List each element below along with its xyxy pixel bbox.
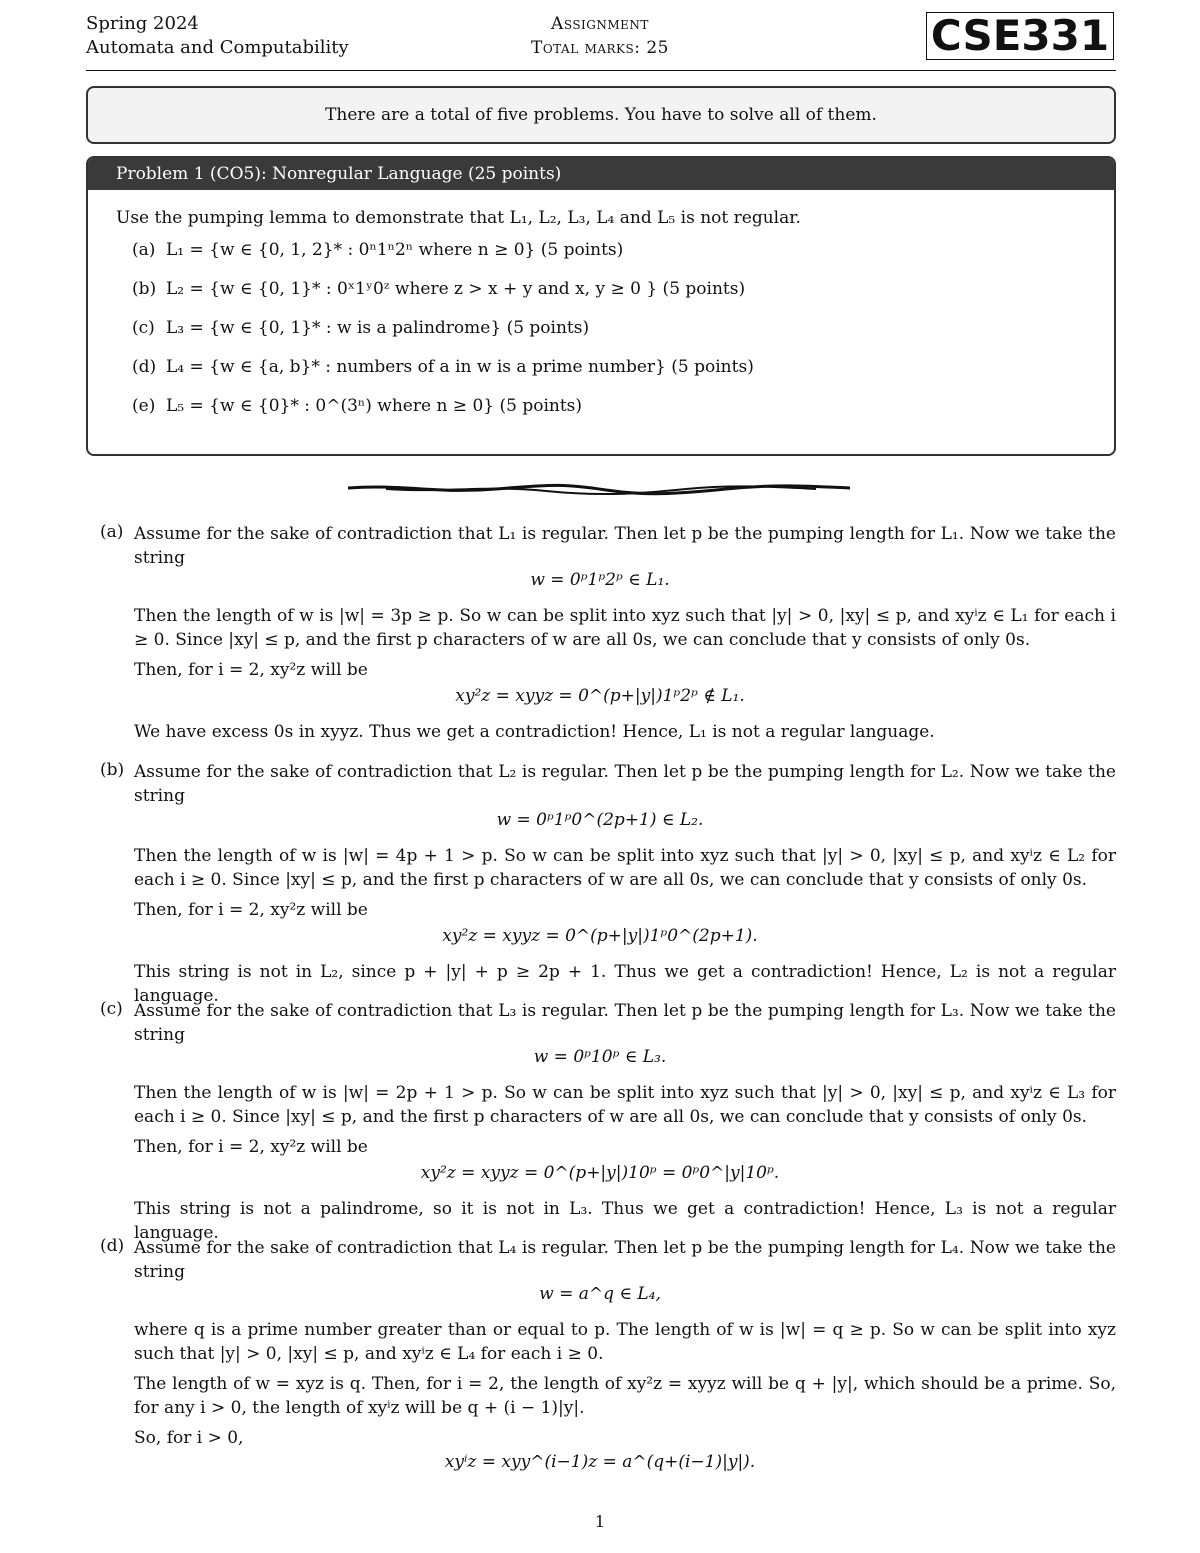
solution-text: So, for i > 0, [134,1428,244,1448]
problem-box [86,156,1116,456]
equation: w = a^q ∈ L₄, [539,1284,661,1304]
solution-text: where q is a prime number greater than or equal to p. The length of w is |w| = q ≥ p. So w can be split into xyz such that |y| > 0, |xy| ≤ p, and xyⁱz ∈ L₄ for each i ≥ 0. [134,1320,1116,1364]
solution-text: Then the length of w is |w| = 2p + 1 > p. So w can be split into xyz such that |y| > 0, |xy| ≤ p, and xyⁱz ∈ L₃ for each i ≥ 0. Since |xy| ≤ p, and the first p characters of w are all 0s, we can conclude that y consists of only 0s. [134,1083,1116,1127]
equation: xy²z = xyyz = 0^(p+|y|)10ᵖ = 0ᵖ0^|y|10ᵖ. [420,1163,780,1183]
equation: xy²z = xyyz = 0^(p+|y|)1ᵖ2ᵖ ∉ L₁. [455,686,745,706]
wavy-separator [346,480,852,500]
part-text: L₂ = {w ∈ {0, 1}* : 0ˣ1ʸ0ᶻ where z > x + y and x, y ≥ 0 } (5 points) [166,279,746,299]
solution-label: (d) [100,1236,125,1256]
solution-text: Then, for i = 2, xy²z will be [134,1137,368,1157]
solution-text: Assume for the sake of contradiction that L₄ is regular. Then let p be the pumping length for L₄. Now we take the string [134,1238,1116,1282]
info-box: There are a total of five problems. You have to solve all of them. [86,86,1116,144]
problem-part [116,277,1114,301]
page-number: 1 [594,1512,606,1531]
part-text: L₁ = {w ∈ {0, 1, 2}* : 0ⁿ1ⁿ2ⁿ where n ≥ 0} (5 points) [166,240,624,260]
solution-text: Then, for i = 2, xy²z will be [134,900,368,920]
term: Spring 2024 [86,13,199,34]
solution-label: (b) [100,760,125,780]
solution-label: (c) [100,999,123,1019]
equation: w = 0ᵖ1ᵖ0^(2p+1) ∈ L₂. [496,810,704,830]
solution-text: Then the length of w is |w| = 4p + 1 > p. So w can be split into xyz such that |y| > 0, |xy| ≤ p, and xyⁱz ∈ L₂ for each i ≥ 0. Since |xy| ≤ p, and the first p characters of w are all 0s, we can conclude that y consists of only 0s. [134,846,1116,890]
problem-title: Problem 1 (CO5): Nonregular Language (25 points) [88,158,1114,190]
course-name: Automata and Computability [86,37,349,58]
equation: xyⁱz = xyy^(i−1)z = a^(q+(i−1)|y|). [444,1452,756,1472]
problem-intro: Use the pumping lemma to demonstrate that L₁, L₂, L₃, L₄ and L₅ is not regular. [116,208,801,228]
header-rule [86,70,1116,71]
solution-text: The length of w = xyz is q. Then, for i = 2, the length of xy²z = xyyz will be q + |y|, which should be a prime. So, for any i > 0, the length of xyⁱz will be q + (i − 1)|y|. [134,1374,1116,1418]
solution-text: Assume for the sake of contradiction that L₁ is regular. Then let p be the pumping length for L₁. Now we take the string [134,524,1116,568]
solution-text: Then the length of w is |w| = 3p ≥ p. So w can be split into xyz such that |y| > 0, |xy| ≤ p, and xyⁱz ∈ L₁ for each i ≥ 0. Since |xy| ≤ p, and the first p characters of w are all 0s, we can conclude that y consists of only 0s. [134,606,1116,650]
problem-parts [116,238,1114,418]
equation: w = 0ᵖ10ᵖ ∈ L₃. [533,1047,667,1067]
course-code: CSE331 [926,12,1114,60]
solution-text: Then, for i = 2, xy²z will be [134,660,368,680]
part-text: L₅ = {w ∈ {0}* : 0^(3ⁿ) where n ≥ 0} (5 points) [166,396,583,416]
solution-label: (a) [100,522,124,542]
solution-text: This string is not in L₂, since p + |y| + p ≥ 2p + 1. Thus we get a contradiction! Hence, L₂ is not a regular language. [134,962,1116,1006]
solution-text: This string is not a palindrome, so it is not in L₃. Thus we get a contradiction! Hence, L₃ is not a regular language. [134,1199,1116,1243]
problem-body [88,190,1114,418]
part-label: (c) [132,318,155,338]
doc-type: Assignment [551,14,649,34]
part-label: (d) [132,357,157,377]
total-marks: Total marks: 25 [531,38,669,58]
equation: w = 0ᵖ1ᵖ2ᵖ ∈ L₁. [530,570,670,590]
solution-text: Assume for the sake of contradiction that L₂ is regular. Then let p be the pumping length for L₂. Now we take the string [134,762,1116,806]
part-label: (e) [132,396,156,416]
problem-part [116,355,1114,379]
part-label: (b) [132,279,157,299]
part-text: L₃ = {w ∈ {0, 1}* : w is a palindrome} (5 points) [166,318,590,338]
equation: xy²z = xyyz = 0^(p+|y|)1ᵖ0^(2p+1). [442,926,758,946]
problem-part [116,316,1114,340]
problem-part [116,238,1114,262]
part-label: (a) [132,240,156,260]
solution-text: We have excess 0s in xyyz. Thus we get a contradiction! Hence, L₁ is not a regular language. [134,722,935,742]
solution-text: Assume for the sake of contradiction that L₃ is regular. Then let p be the pumping length for L₃. Now we take the string [134,1001,1116,1045]
problem-part [116,394,1114,418]
part-text: L₄ = {w ∈ {a, b}* : numbers of a in w is a prime number} (5 points) [166,357,754,377]
